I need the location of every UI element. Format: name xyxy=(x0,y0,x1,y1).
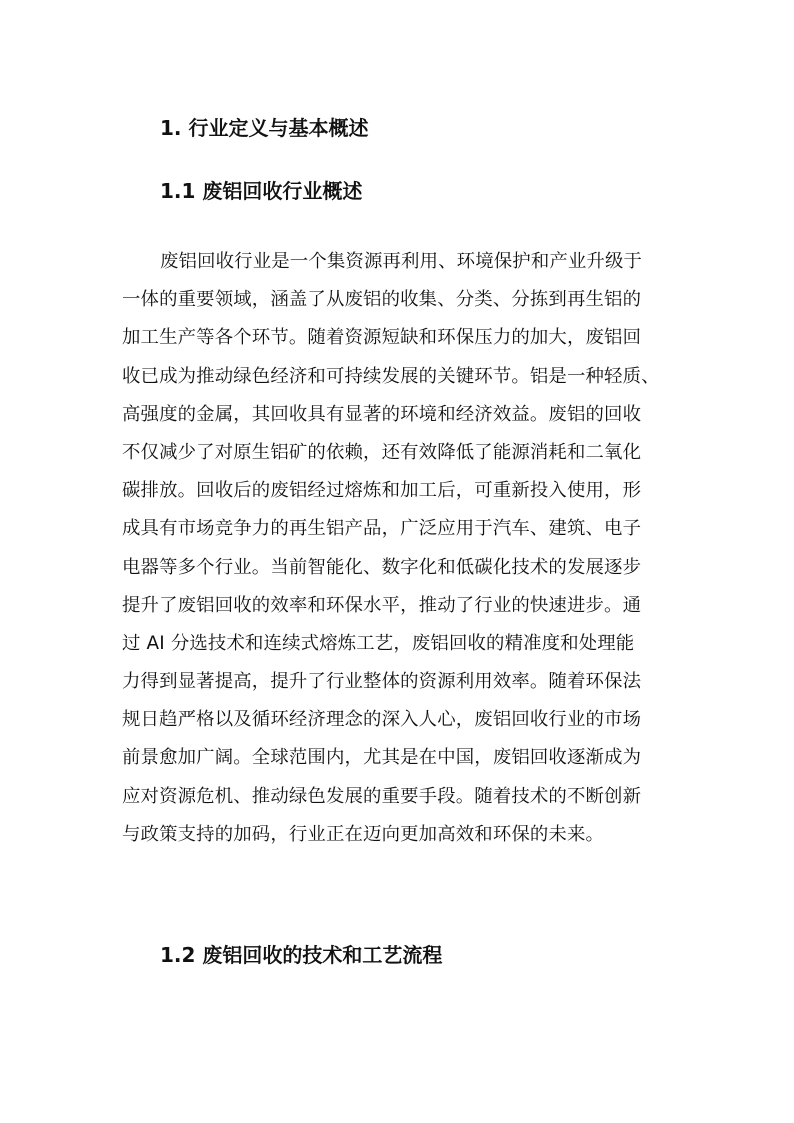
subsection-heading-1-1: 1.1 废铝回收行业概述 xyxy=(160,179,363,203)
paragraph-line: 碳排放。回收后的废铝经过熔炼和加工后，可重新投入使用，形 xyxy=(122,480,642,502)
subsection-heading-1-2: 1.2 废铝回收的技术和工艺流程 xyxy=(160,943,443,967)
paragraph-line: 一体的重要领域，涵盖了从废铝的收集、分类、分拣到再生铝的 xyxy=(122,289,642,311)
paragraph-line: 收已成为推动绿色经济和可持续发展的关键环节。铝是一种轻质、 xyxy=(122,365,660,387)
paragraph-line: 过 AI 分选技术和连续式熔炼工艺，废铝回收的精准度和处理能 xyxy=(122,632,635,654)
overview-paragraph xyxy=(122,243,682,854)
paragraph-line: 加工生产等各个环节。随着资源短缺和环保压力的加大，废铝回 xyxy=(122,327,642,349)
paragraph-line: 成具有市场竞争力的再生铝产品，广泛应用于汽车、建筑、电子 xyxy=(122,518,642,540)
section-heading-1: 1. 行业定义与基本概述 xyxy=(160,116,369,140)
paragraph-line: 力得到显著提高，提升了行业整体的资源利用效率。随着环保法 xyxy=(122,671,642,693)
paragraph-line: 应对资源危机、推动绿色发展的重要手段。随着技术的不断创新 xyxy=(122,785,642,807)
paragraph-line: 不仅减少了对原生铝矿的依赖，还有效降低了能源消耗和二氧化 xyxy=(122,441,642,463)
paragraph-line: 规日趋严格以及循环经济理念的深入人心，废铝回收行业的市场 xyxy=(122,709,642,731)
paragraph-line: 提升了废铝回收的效率和环保水平，推动了行业的快速进步。通 xyxy=(122,594,642,616)
paragraph-line: 电器等多个行业。当前智能化、数字化和低碳化技术的发展逐步 xyxy=(122,556,642,578)
paragraph-line: 与政策支持的加码，行业正在迈向更加高效和环保的未来。 xyxy=(122,823,605,845)
paragraph-line: 废铝回收行业是一个集资源再利用、环境保护和产业升级于 xyxy=(160,251,643,272)
paragraph-line: 前景愈加广阔。全球范围内，尤其是在中国，废铝回收逐渐成为 xyxy=(122,747,642,769)
paragraph-line: 高强度的金属，其回收具有显著的环境和经济效益。废铝的回收 xyxy=(122,403,642,425)
